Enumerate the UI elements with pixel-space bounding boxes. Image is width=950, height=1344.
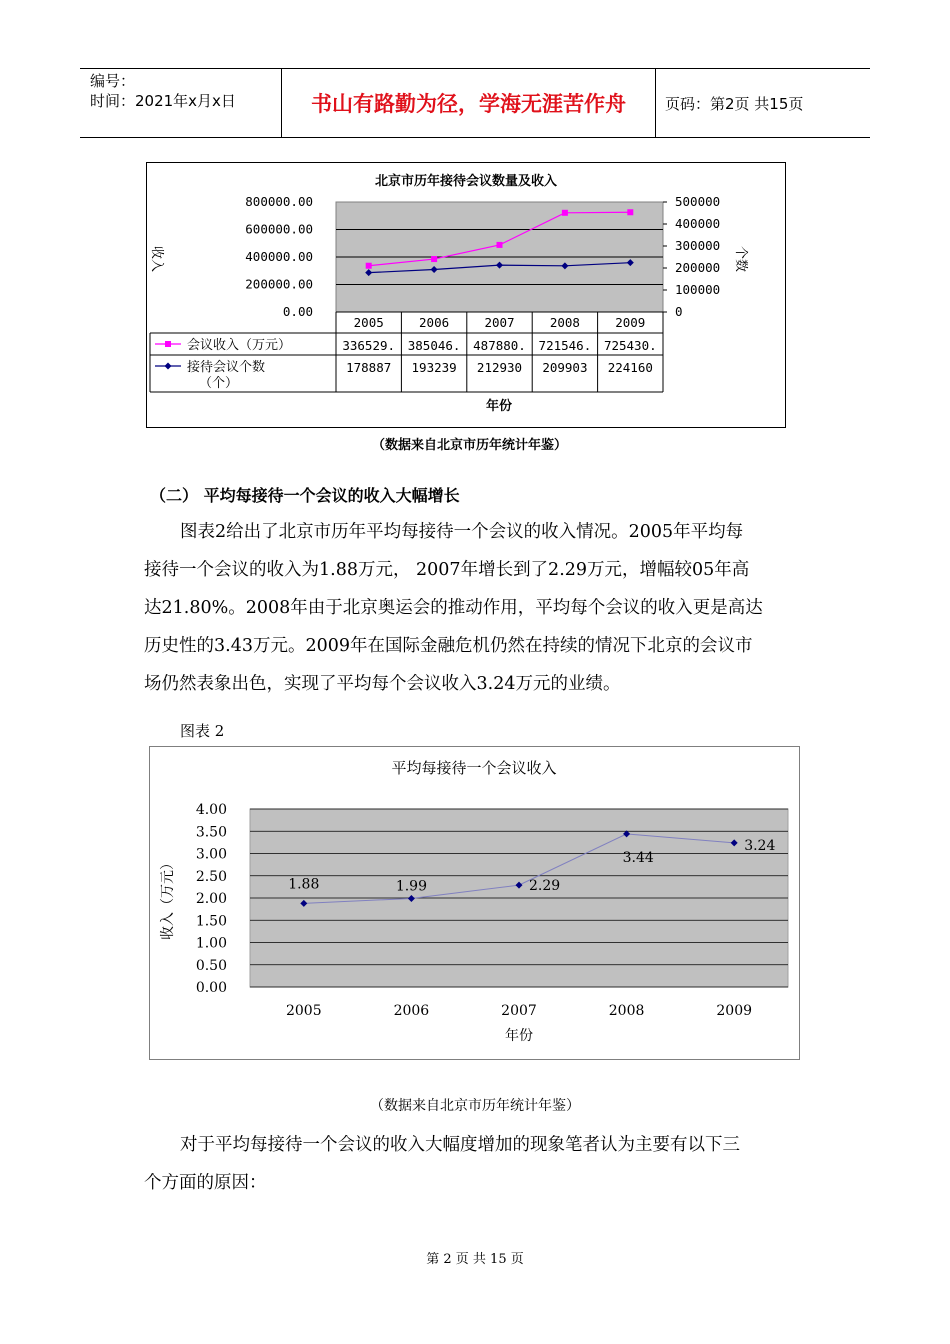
chart1-x-tick: 2009	[615, 315, 646, 330]
chart1-caption: （数据来自北京市历年统计年鉴）	[372, 438, 568, 453]
chart1-table-cell: 212930	[476, 360, 523, 375]
paragraph-2-line: 个方面的原因：	[144, 1173, 267, 1193]
chart1-x-label: 年份	[485, 399, 513, 414]
paragraph-1-line: 达21.80%。2008年由于北京奥运会的推动作用，平均每个会议的收入更是高达	[144, 598, 763, 618]
time-label: 时间：2021年x月x日	[90, 92, 236, 110]
section-heading: （二） 平均每接待一个会议的收入大幅增长	[150, 486, 460, 505]
chart1-table-cell: 725430.	[603, 338, 657, 353]
chart1-table-cell: 487880.	[473, 338, 526, 353]
chart2-y-tick: 4.00	[195, 802, 227, 818]
header-motto: 书山有路勤为径，学海无涯苦作舟	[282, 69, 656, 137]
chart1-table-cell: 209903	[542, 360, 588, 375]
chart1-y-left-tick: 800000.00	[245, 194, 313, 209]
document-header	[80, 68, 870, 138]
chart-meetings-income	[146, 162, 786, 428]
chart2-data-label: 2.29	[529, 878, 561, 895]
paragraph-2-line: 对于平均每接待一个会议的收入大幅度增加的现象笔者认为主要有以下三	[180, 1135, 740, 1155]
chart2-data-label: 1.99	[395, 878, 427, 895]
chart1-x-tick: 2008	[549, 315, 580, 330]
chart2-y-tick: 1.50	[195, 913, 227, 930]
chart2-x-tick: 2007	[501, 1003, 537, 1019]
chart1-y-left-tick: 400000.00	[245, 249, 313, 264]
chart2-x-tick: 2006	[393, 1003, 430, 1019]
chart2-caption: （数据来自北京市历年统计年鉴）	[370, 1098, 580, 1114]
chart1-legend-name: 接待会议个数	[187, 360, 266, 375]
chart2-y-label: 收入（万元）	[160, 856, 176, 940]
chart1-table-cell: 721546.	[538, 338, 592, 353]
chart2-x-tick: 2009	[716, 1003, 753, 1019]
chart-avg-income	[149, 746, 800, 1060]
chart1-legend-key-marker	[165, 363, 172, 370]
chart1-table-cell: 178887	[346, 360, 392, 375]
chart1-y-right-tick: 400000	[675, 216, 721, 231]
chart1-point	[562, 210, 568, 216]
chart1-y-right-tick: 300000	[675, 238, 721, 253]
chart1-point	[366, 263, 372, 269]
chart1-y-right-label: 个数	[733, 245, 748, 273]
chart2-y-tick: 3.00	[195, 846, 227, 863]
chart2-y-tick: 1.00	[195, 935, 227, 952]
chart1-point	[627, 209, 633, 215]
paragraph-2	[144, 1126, 808, 1202]
chart2-data-label: 3.44	[622, 849, 654, 866]
paragraph-1-line: 历史性的3.43万元。2009年在国际金融危机仍然在持续的情况下北京的会议市	[144, 636, 753, 656]
header-page-label: 页码：第2页 共15页	[665, 94, 804, 113]
chart2-y-tick: 2.50	[195, 868, 227, 885]
chart1-y-left-label: 收入	[149, 245, 164, 273]
chart1-legend-key-marker	[165, 341, 171, 347]
header-meta	[80, 69, 282, 137]
figure-2-label: 图表 2	[180, 722, 225, 740]
chart1-table-cell: 336529.	[342, 338, 396, 353]
chart1-point	[497, 242, 503, 248]
chart2-y-tick: 0.00	[195, 980, 227, 996]
chart1-y-left-tick: 200000.00	[245, 276, 313, 292]
chart1-y-right-tick: 500000	[675, 194, 721, 209]
chart1-y-right-tick: 0	[675, 304, 683, 319]
chart2-x-tick: 2005	[285, 1003, 322, 1019]
chart1-point	[431, 256, 437, 262]
chart1-legend-name: 会议收入（万元）	[187, 338, 292, 353]
chart1-x-tick: 2005	[353, 315, 384, 330]
chart1-y-right-tick: 200000	[675, 260, 721, 275]
chart2-x-tick: 2008	[608, 1003, 645, 1019]
chart1-table-cell: 224160	[607, 360, 653, 375]
chart1-legend-name-2: （个）	[199, 376, 239, 391]
chart1-svg	[147, 163, 785, 427]
chart2-title: 平均每接待一个会议收入	[391, 759, 557, 777]
paragraph-1-line: 接待一个会议的收入为1.88万元， 2007年增长到了2.29万元，增幅较05年高	[144, 560, 750, 580]
chart1-x-tick: 2006	[419, 315, 450, 330]
chart1-y-left-tick: 600000.00	[245, 221, 313, 237]
page-footer: 第 2 页 共 15 页	[426, 1252, 524, 1267]
chart1-table-cell: 193239	[411, 360, 457, 375]
chart1-table-cell: 385046.	[407, 338, 461, 353]
chart2-data-label: 1.88	[288, 876, 320, 893]
chart2-data-label: 3.24	[744, 837, 776, 854]
chart1-y-left-tick: 0.00	[282, 304, 313, 319]
chart1-x-tick: 2007	[484, 315, 515, 330]
paragraph-1	[144, 513, 808, 703]
chart2-svg	[150, 747, 799, 1059]
chart2-x-label: 年份	[505, 1028, 533, 1044]
chart1-y-right-tick: 100000	[675, 282, 721, 297]
chart2-y-tick: 2.00	[195, 891, 227, 907]
chart2-y-tick: 0.50	[195, 957, 227, 974]
paragraph-1-line: 场仍然表象出色，实现了平均每个会议收入3.24万元的业绩。	[144, 674, 621, 694]
chart2-y-tick: 3.50	[195, 824, 227, 841]
number-label: 编号：	[90, 72, 136, 90]
paragraph-1-line: 图表2给出了北京市历年平均每接待一个会议的收入情况。2005年平均每	[180, 522, 744, 542]
chart1-title: 北京市历年接待会议数量及收入	[374, 174, 558, 189]
